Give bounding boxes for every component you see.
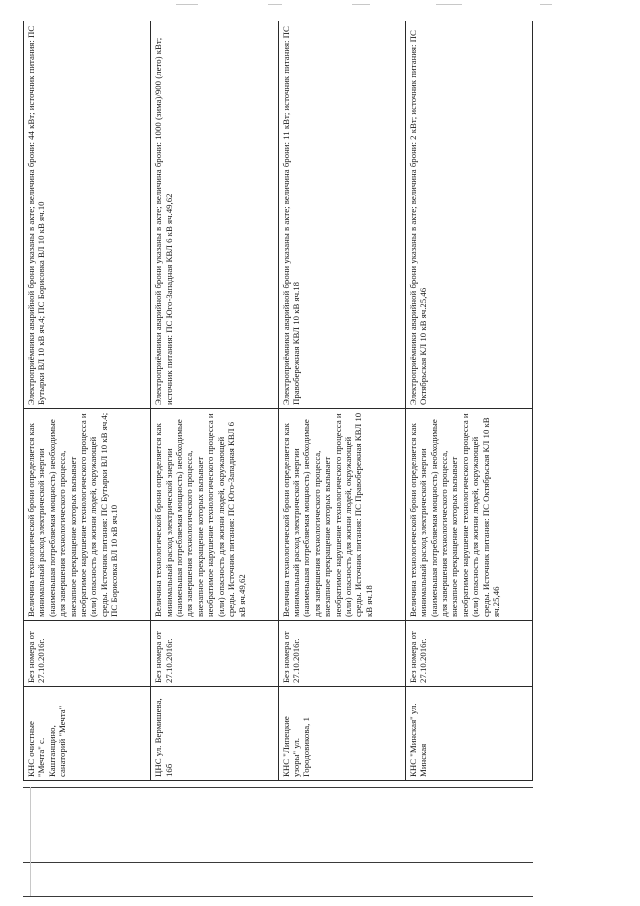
date-cell: Без номера от 27.10.2016г. <box>405 621 532 687</box>
table-row <box>278 21 405 781</box>
scan-edge-marks <box>0 0 640 12</box>
table-row <box>405 21 532 781</box>
object-cell: КНС очистные "Мечта" с. Каштанщино, санаторий "Мечта" <box>24 687 151 781</box>
tech-reserve-cell: Величина технологической брони определяется как минимальный расход электрической энергии (наименьшая потребляемая мощность) необходимые для завершения технологического процесса, внезапное прекращение которых вызывает необратимое нарушение технологического процесса и (или) опасность для жизни людей, окружающей среды. Источник питания: ПС Октябрьская КЛ 10 кВ яч.25,46 <box>405 409 532 621</box>
tech-reserve-cell: Величина технологической брони определяется как минимальный расход электрической энергии (наименьшая потребляемая мощность) необходимые для завершения технологического процесса, внезапное прекращение которых вызывает необратимое нарушение технологического процесса и (или) опасность для жизни людей, окружающей среды. Источник питания: ПС Бутырки ВЛ 10 кВ яч.4; ПС Борисовка ВЛ 10 кВ яч.10 <box>24 409 151 621</box>
tech-reserve-cell: Величина технологической брони определяется как минимальный расход электрической энергии (наименьшая потребляемая мощность) необходимые для завершения технологического процесса, внезапное прекращение которых вызывает необратимое нарушение технологического процесса и (или) опасность для жизни людей, окружающей среды. Источник питания: ПС Правобережная КВЛ 10 кВ яч.18 <box>278 409 405 621</box>
date-cell: Без номера от 27.10.2016г. <box>24 621 151 687</box>
table-row <box>24 21 151 781</box>
object-cell: КНС "Липецкие узоры" ул. Городовикова, 1 <box>278 687 405 781</box>
tech-reserve-cell: Величина технологической брони определяется как минимальный расход электрической энергии (наименьшая потребляемая мощность) необходимые для завершения технологического процесса, внезапное прекращение которых вызывает необратимое нарушение технологического процесса и (или) опасность для жизни людей, окружающей среды. Источник питания: ПС Юго-Западная КВЛ 6 кВ яч.49,62 <box>151 409 278 621</box>
emergency-reserve-cell: Электроприёмники аварийной брони указаны в акте; величина брони: 1000 (зима)/900 (лето) кВт; источник питания: ПС Юго-Западная КВЛ 6 кВ яч.49,62 <box>151 21 278 409</box>
divider-line <box>23 862 533 863</box>
divider-line <box>23 896 533 897</box>
emergency-reserve-cell: Электроприёмники аварийной брони указаны в акте; величина брони: 2 кВт; источник питания: ПС Октябрьская КЛ 10 кВ яч.25,46 <box>405 21 532 409</box>
date-cell: Без номера от 27.10.2016г. <box>278 621 405 687</box>
emergency-reserve-cell: Электроприёмники аварийной брони указаны в акте; величина брони: 44 кВт; источник питания: ПС Бутырки ВЛ 10 кВ яч.4; ПС Борисовка ВЛ 10 кВ яч.10 <box>24 21 151 409</box>
divider-tick <box>30 787 31 862</box>
date-cell: Без номера от 27.10.2016г. <box>151 621 278 687</box>
reserve-table <box>23 21 533 781</box>
object-cell: КНС "Минская" ул. Минская <box>405 687 532 781</box>
divider-tick <box>30 862 31 896</box>
rotated-table-region <box>23 21 533 781</box>
object-cell: ЦНС ул. Вермишева, 16б <box>151 687 278 781</box>
rotated-table-content <box>23 21 533 781</box>
emergency-reserve-cell: Электроприёмники аварийной брони указаны в акте; величина брони: 11 кВт; источник питания: ПС Правобережная КВЛ 10 кВ яч.18 <box>278 21 405 409</box>
table-row <box>151 21 278 781</box>
divider-line <box>23 787 533 788</box>
